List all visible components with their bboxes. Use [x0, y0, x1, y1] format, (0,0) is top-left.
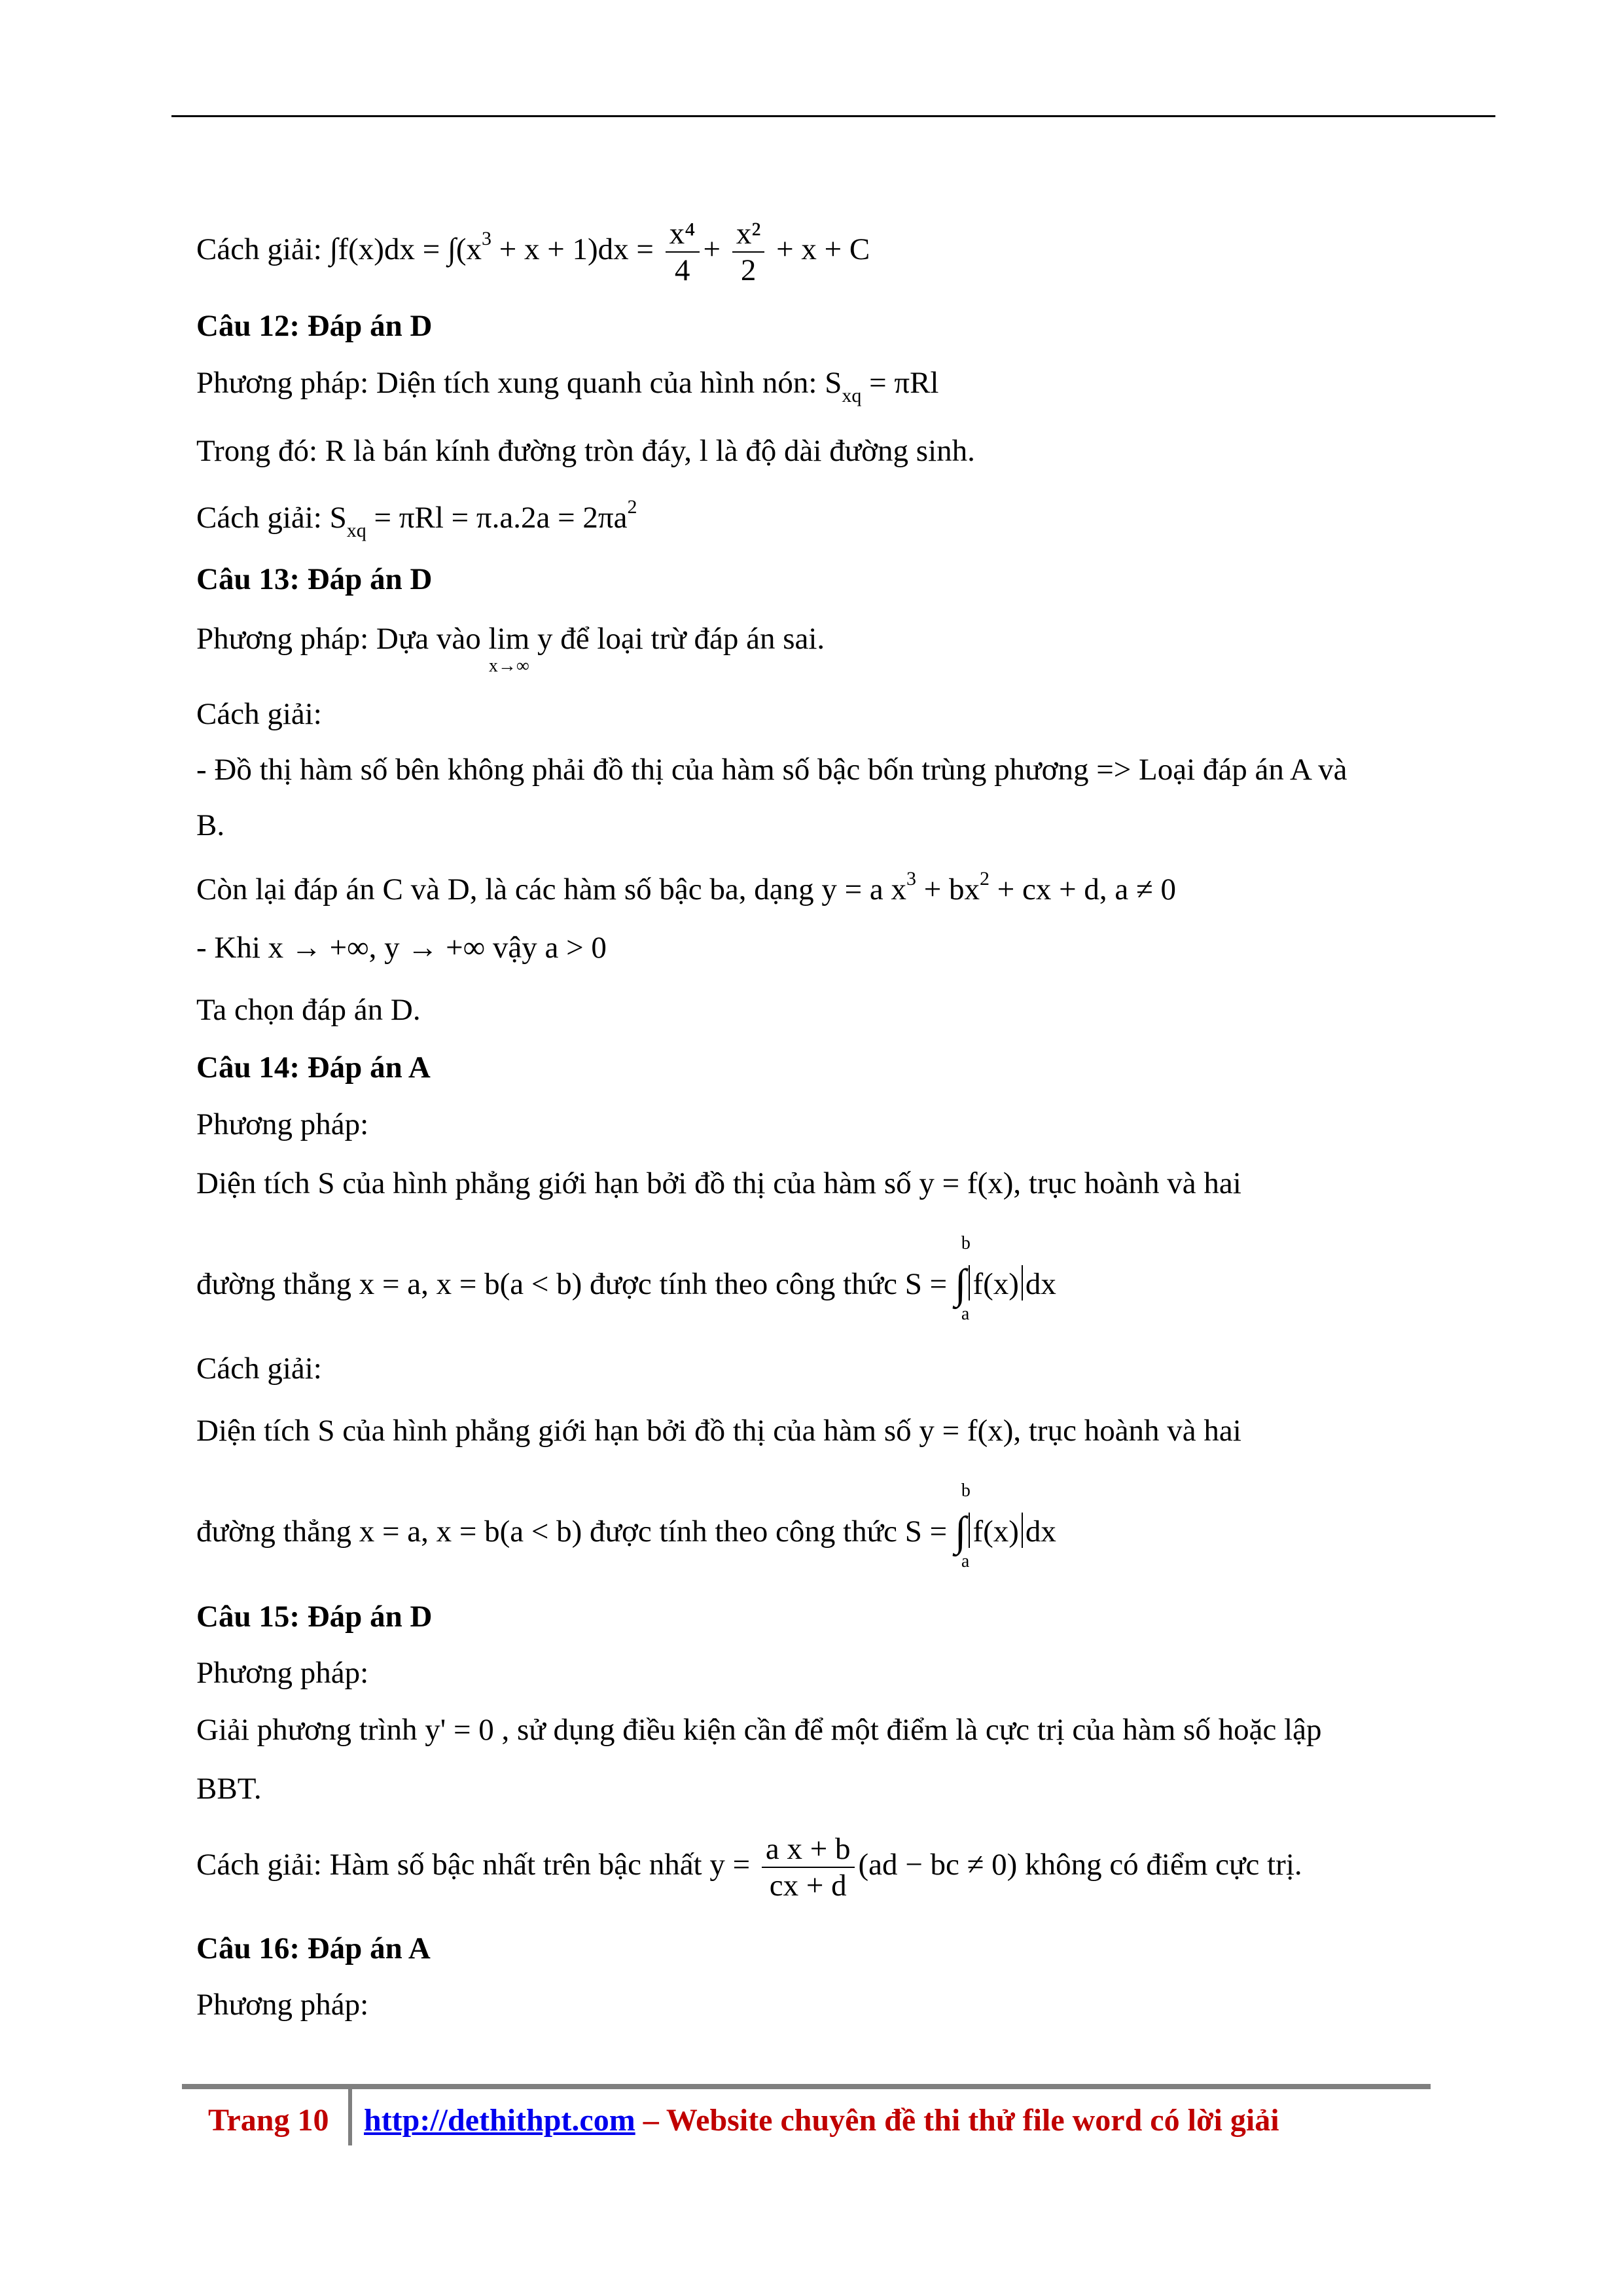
q12-method	[196, 368, 938, 406]
solution-text: Cách giải: Hàm số bậc nhất trên bậc nhất y =	[196, 1847, 758, 1882]
q16-method-label: Phương pháp:	[196, 1988, 369, 2022]
q11-solution-line: Cách giải: $\int f(x)dx = \int(x^3 + x + 1)dx$ = $\frac{\text{x⁴}}{4}$ + $\frac{\text{x²}}{2}$ + x + C	[196, 217, 870, 288]
footer-rule	[182, 2084, 1431, 2089]
limit-word: lim	[488, 622, 530, 656]
limit-operator	[489, 624, 530, 675]
remaining-text-tail: + cx + d, a ≠ 0	[990, 872, 1177, 906]
q13-bullet1: - Đồ thị hàm số bên không phải đồ thị của hàm số bậc bốn trùng phương => Loại đáp án A và	[196, 753, 1347, 787]
abs-bar-left	[969, 1513, 970, 1548]
q13-solution-label: Cách giải:	[196, 697, 322, 731]
fraction-denominator: cx + d	[769, 1869, 847, 1903]
abs-bar-right	[1022, 1513, 1023, 1548]
integrand: f(x)	[972, 1515, 1019, 1549]
fraction-ax-b-over-cx-d	[762, 1831, 855, 1903]
fraction-numerator: a x + b	[762, 1831, 855, 1868]
q12-heading: Câu 12: Đáp án D	[196, 309, 433, 343]
differential: dx	[1025, 1267, 1056, 1301]
math-formula: = πRl = π.a.2a = 2πa	[366, 501, 628, 535]
math-s: S	[825, 366, 842, 400]
formula-text: đường thẳng x = a, x = b(a < b) được tính theo công thức S =	[196, 1267, 955, 1301]
math-formula: = πRl	[861, 366, 939, 400]
q14-solution-line2	[196, 1480, 1056, 1571]
integral-sign: ∫	[954, 1261, 967, 1307]
page-number: Trang 10	[208, 2103, 329, 2138]
footer-tagline: – Website chuyên đề thi thử file word có lời giải	[635, 2103, 1279, 2138]
fraction-numerator: x⁴	[666, 216, 700, 253]
method-text-cont: để loại trừ đáp án sai.	[560, 622, 825, 656]
q14-solution-label: Cách giải:	[196, 1352, 322, 1386]
integrand: f(x)	[972, 1267, 1019, 1301]
q14-method-line2	[196, 1233, 1056, 1324]
lower-bound: a	[961, 1551, 970, 1571]
abs-bar-left	[969, 1265, 970, 1300]
integral-sign: ∫	[954, 1508, 967, 1554]
footer-separator	[348, 2088, 352, 2145]
q16-heading: Câu 16: Đáp án A	[196, 1931, 431, 1965]
limit-variable: y	[529, 622, 561, 656]
math-subscript: xq	[346, 520, 366, 541]
fraction-denominator: 2	[740, 253, 757, 288]
q13-bullet1-cont: B.	[196, 808, 225, 842]
q14-method-label: Phương pháp:	[196, 1107, 369, 1141]
exponent: 3	[481, 227, 491, 249]
fraction-x4-over-4	[666, 216, 700, 288]
formula-text: đường thẳng x = a, x = b(a < b) được tính theo công thức S =	[196, 1515, 955, 1549]
upper-bound: b	[961, 1480, 971, 1501]
q15-method: Giải phương trình y' = 0 , sử dụng điều kiện cần để một điểm là cực trị của hàm số hoặc lập	[196, 1713, 1322, 1747]
fraction-denominator: 4	[674, 253, 690, 288]
expression-tail: + x + C	[768, 232, 870, 266]
q13-when: - Khi x → +∞, y → +∞ vậy a > 0	[196, 931, 607, 965]
math-s: S	[329, 501, 347, 535]
remaining-text: Còn lại đáp án C và D, là các hàm số bậc ba, dạng y = a x	[196, 872, 906, 906]
website-link[interactable]: http://dethithpt.com	[364, 2103, 635, 2138]
remaining-text-cont: + bx	[916, 872, 980, 906]
upper-bound: b	[961, 1233, 971, 1253]
fraction-x2-over-2	[732, 216, 765, 288]
q14-method-text: Diện tích S của hình phẳng giới hạn bởi đồ thị của hàm số y = f(x), trục hoành và hai	[196, 1166, 1241, 1200]
solution-text-cont: (ad − bc ≠ 0) không có điểm cực trị.	[858, 1847, 1302, 1882]
limit-subscript: x→∞	[488, 656, 529, 676]
q13-remaining	[196, 869, 1176, 905]
method-text: Phương pháp: Diện tích xung quanh của hình nón:	[196, 366, 825, 400]
method-text: Phương pháp: Dựa vào	[196, 622, 489, 656]
q14-heading: Câu 14: Đáp án A	[196, 1050, 431, 1085]
definite-integral	[954, 1480, 971, 1571]
lower-bound: a	[961, 1304, 970, 1324]
definite-integral	[954, 1233, 971, 1324]
q15-method-label: Phương pháp:	[196, 1656, 369, 1690]
solution-label: Cách giải:	[196, 501, 330, 535]
math-superscript: 2	[627, 496, 637, 518]
q13-method	[196, 624, 825, 675]
q13-heading: Câu 13: Đáp án D	[196, 562, 433, 596]
footer-text	[364, 2102, 1279, 2138]
solution-label: Cách giải:	[196, 232, 322, 266]
q15-method-cont: BBT.	[196, 1772, 262, 1806]
abs-bar-right	[1022, 1265, 1023, 1300]
fraction-numerator: x²	[732, 216, 765, 253]
integral-expression-cont: + x + 1)dx =	[491, 232, 662, 266]
q14-solution-text: Diện tích S của hình phẳng giới hạn bởi đồ thị của hàm số y = f(x), trục hoành và hai	[196, 1414, 1241, 1448]
exponent: 3	[906, 868, 916, 889]
exponent: 2	[980, 868, 990, 889]
header-rule	[171, 115, 1495, 117]
q15-heading: Câu 15: Đáp án D	[196, 1600, 433, 1634]
q12-where: Trong đó: R là bán kính đường tròn đáy, l là độ dài đường sinh.	[196, 434, 975, 468]
q15-solution	[196, 1831, 1302, 1903]
differential: dx	[1025, 1515, 1056, 1549]
q13-choose: Ta chọn đáp án D.	[196, 993, 421, 1027]
q12-solution	[196, 497, 637, 541]
integral-expression: ∫f(x)dx = ∫(x	[329, 232, 482, 266]
math-subscript: xq	[842, 385, 862, 406]
